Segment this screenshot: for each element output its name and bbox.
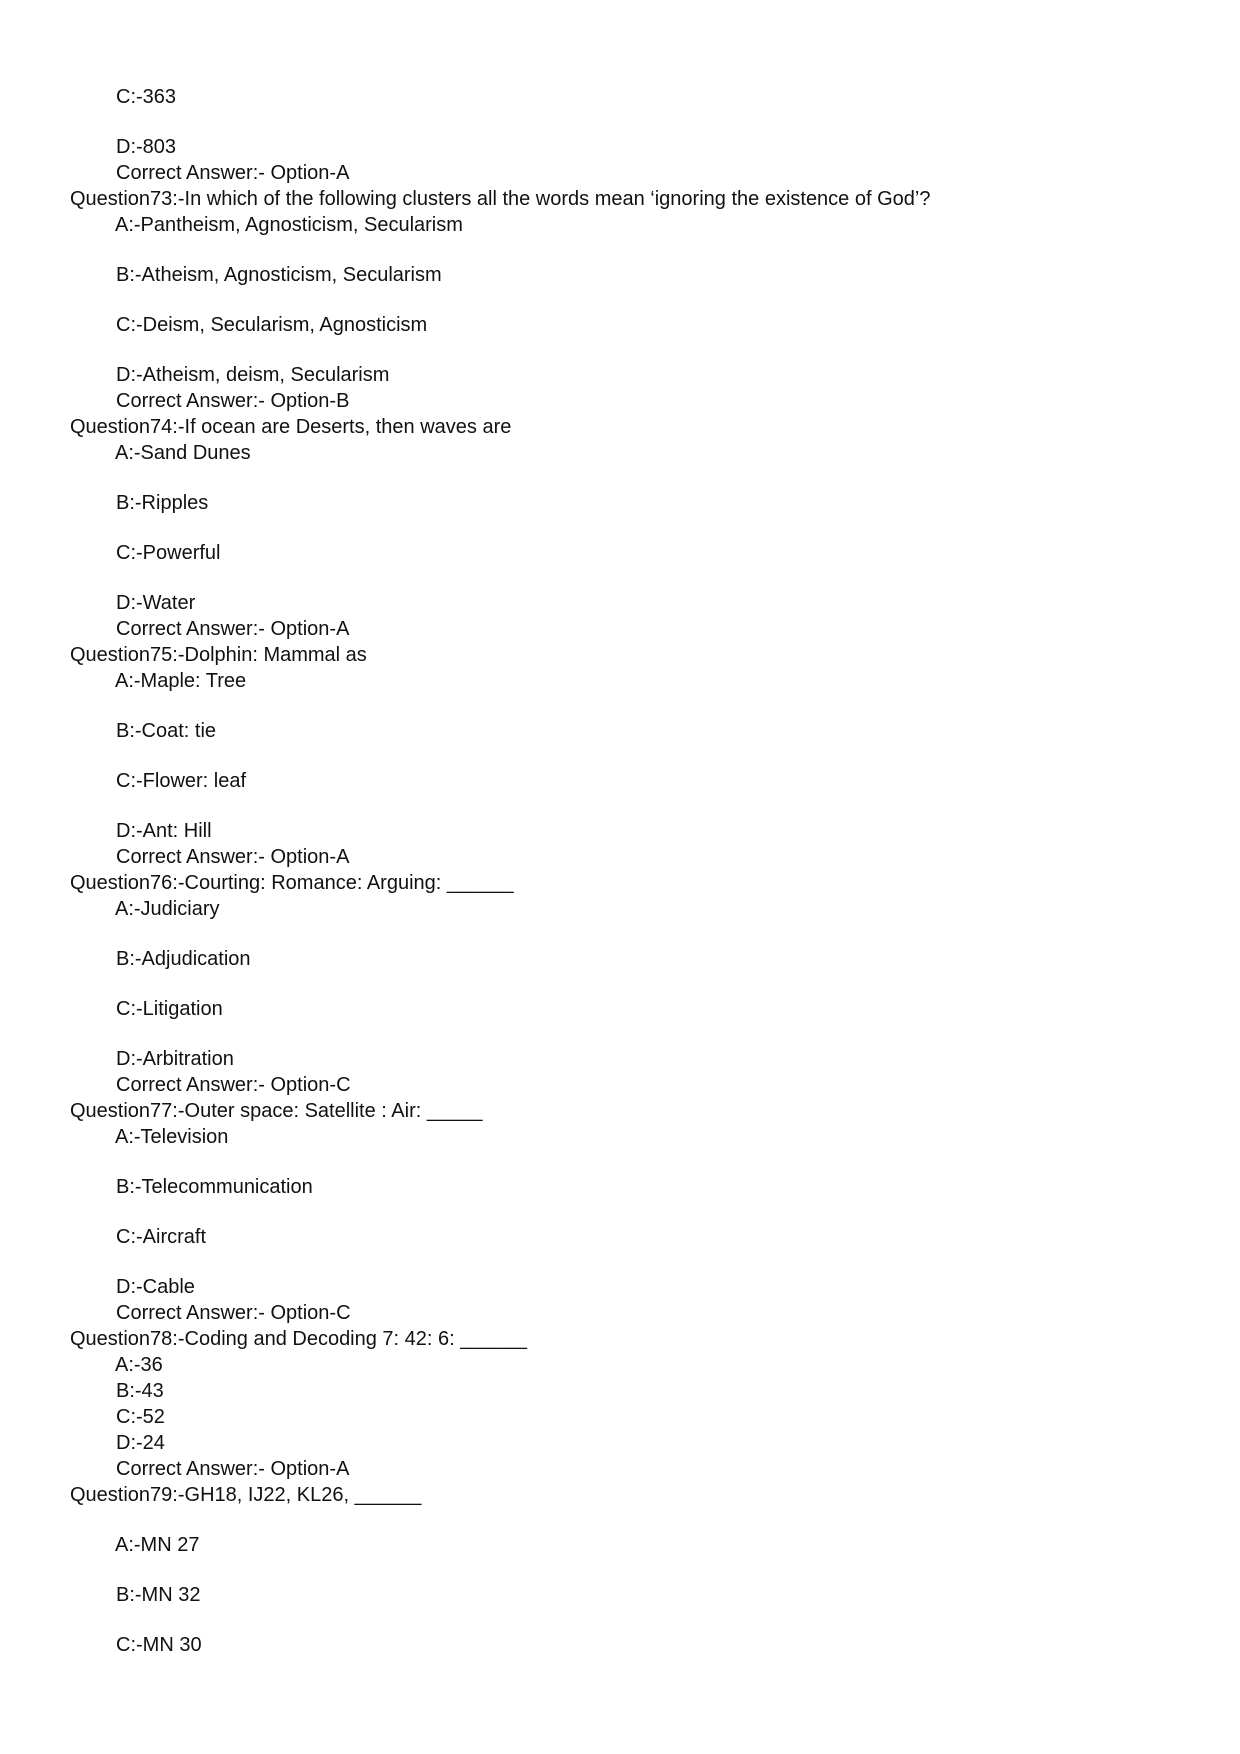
option-d: D:-Ant: Hill bbox=[116, 820, 212, 842]
option-a: A:-Maple: Tree bbox=[115, 670, 247, 692]
correct-answer: Correct Answer:- Option-A bbox=[116, 618, 350, 640]
option-b: B:-Ripples bbox=[116, 492, 209, 514]
option-c: C:-Flower: leaf bbox=[116, 770, 247, 792]
option-d: D:-Arbitration bbox=[116, 1048, 234, 1070]
option-c: C:-MN 30 bbox=[116, 1634, 202, 1656]
option-b: B:-43 bbox=[116, 1380, 164, 1402]
option-b: B:-Telecommunication bbox=[116, 1176, 313, 1198]
option-c: C:-Deism, Secularism, Agnosticism bbox=[116, 314, 428, 336]
option-b: B:-Coat: tie bbox=[116, 720, 217, 742]
option-c: C:-Aircraft bbox=[116, 1226, 206, 1248]
question-text: Question78:-Coding and Decoding 7: 42: 6: ______ bbox=[70, 1328, 528, 1350]
correct-answer: Correct Answer:- Option-A bbox=[116, 1458, 350, 1480]
option-d: D:-Water bbox=[116, 592, 196, 614]
option-d: D:-Atheism, deism, Secularism bbox=[116, 364, 390, 386]
question-text: Question76:-Courting: Romance: Arguing: ______ bbox=[70, 872, 514, 894]
option-c: C:-Litigation bbox=[116, 998, 223, 1020]
option-d: D:-24 bbox=[116, 1432, 165, 1454]
option-a: A:-MN 27 bbox=[115, 1534, 200, 1556]
option-d: D:-803 bbox=[116, 136, 177, 158]
option-c: C:-363 bbox=[116, 86, 177, 108]
option-a: A:-36 bbox=[115, 1354, 163, 1376]
question-text: Question74:-If ocean are Deserts, then waves are bbox=[70, 416, 512, 438]
option-c: C:-Powerful bbox=[116, 542, 221, 564]
option-c: C:-52 bbox=[116, 1406, 165, 1428]
question-text: Question73:-In which of the following clusters all the words mean ‘ignoring the existence of God’? bbox=[70, 188, 931, 210]
question-text: Question79:-GH18, IJ22, KL26, ______ bbox=[70, 1484, 422, 1506]
option-b: B:-Atheism, Agnosticism, Secularism bbox=[116, 264, 442, 286]
question-text: Question75:-Dolphin: Mammal as bbox=[70, 644, 367, 666]
option-b: B:-MN 32 bbox=[116, 1584, 201, 1606]
correct-answer: Correct Answer:- Option-A bbox=[116, 162, 350, 184]
option-a: A:-Judiciary bbox=[115, 898, 220, 920]
question-text: Question77:-Outer space: Satellite : Air: _____ bbox=[70, 1100, 483, 1122]
option-d: D:-Cable bbox=[116, 1276, 195, 1298]
option-a: A:-Television bbox=[115, 1126, 229, 1148]
correct-answer: Correct Answer:- Option-A bbox=[116, 846, 350, 868]
option-b: B:-Adjudication bbox=[116, 948, 251, 970]
correct-answer: Correct Answer:- Option-B bbox=[116, 390, 350, 412]
option-a: A:-Pantheism, Agnosticism, Secularism bbox=[115, 214, 463, 236]
correct-answer: Correct Answer:- Option-C bbox=[116, 1302, 351, 1324]
correct-answer: Correct Answer:- Option-C bbox=[116, 1074, 351, 1096]
option-a: A:-Sand Dunes bbox=[115, 442, 251, 464]
